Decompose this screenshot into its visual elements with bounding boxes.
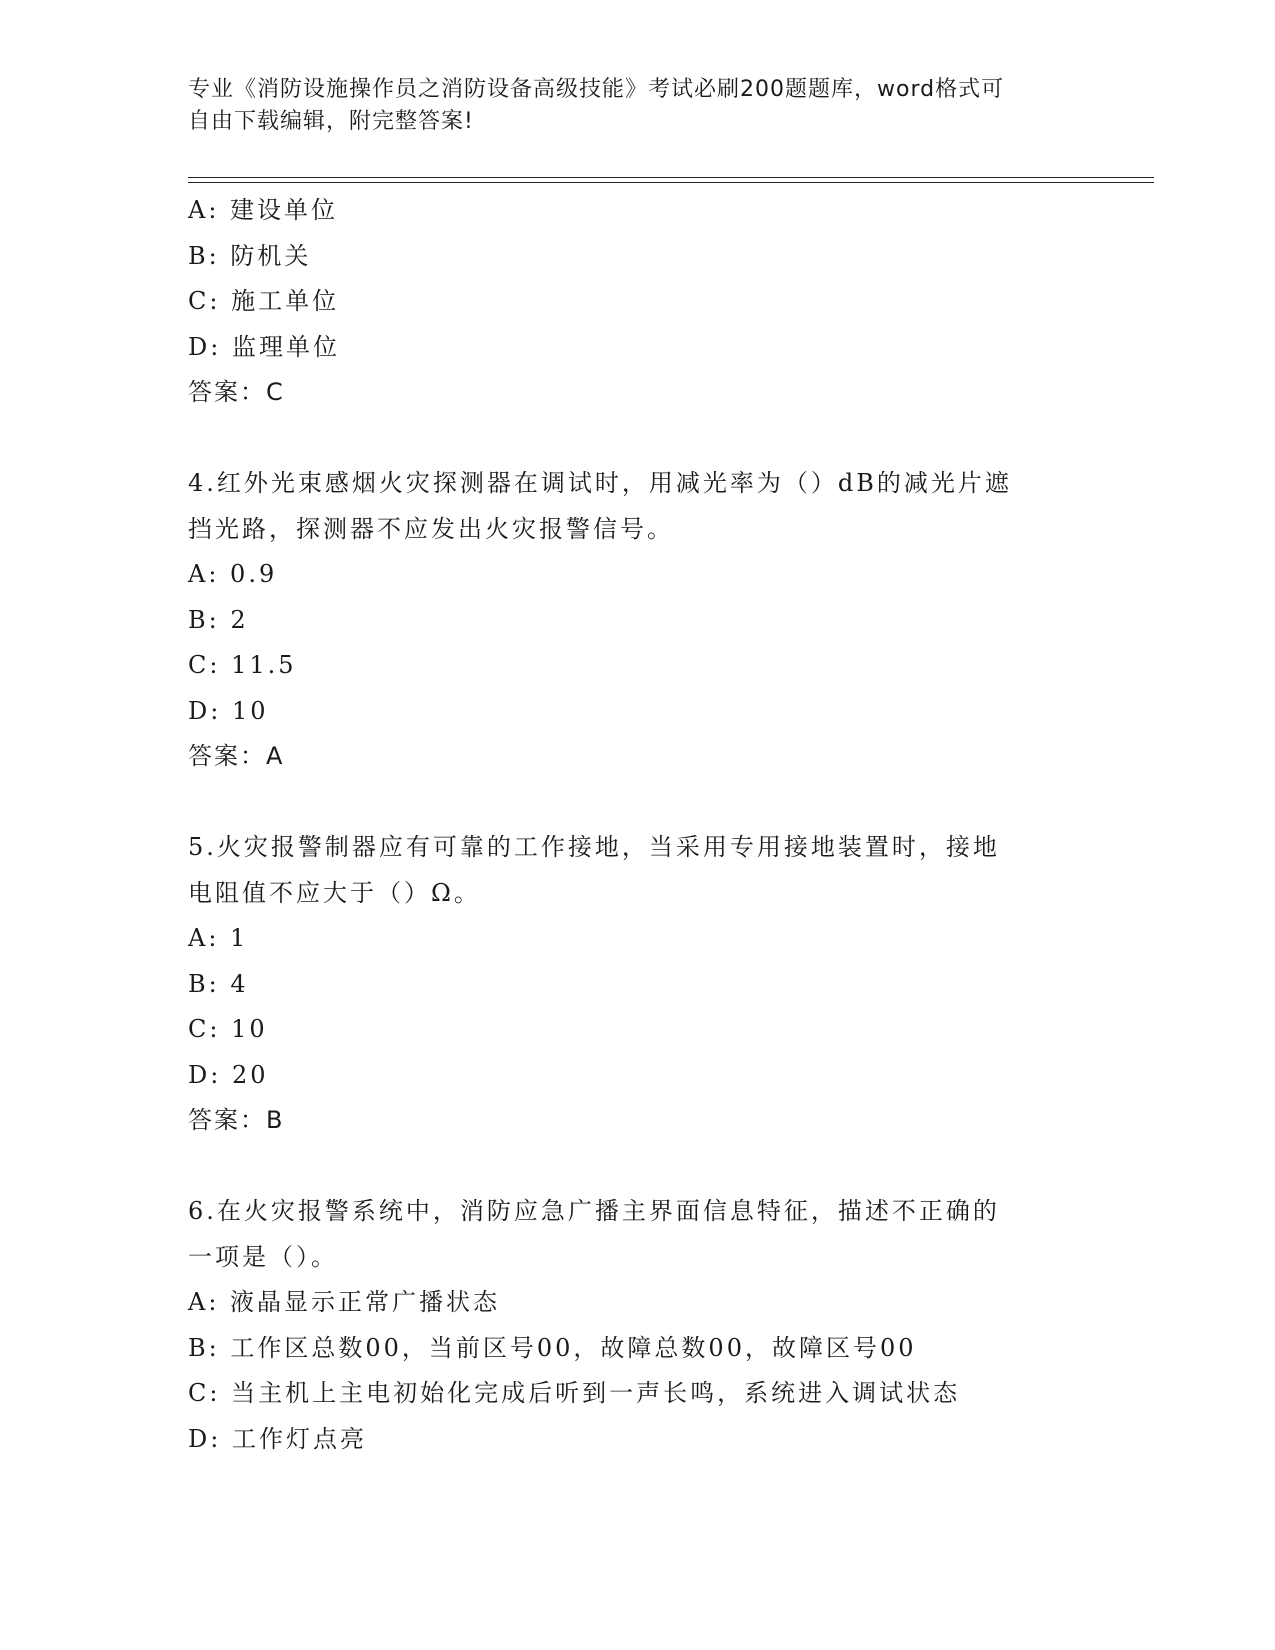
header-divider-bottom <box>188 182 1154 183</box>
question-4 <box>188 461 1088 780</box>
option-b: B: 工作区总数00，当前区号00，故障总数00，故障区号00 <box>188 1333 917 1362</box>
option-a: A: 0.9 <box>188 560 278 588</box>
option-b: B: 4 <box>188 969 249 998</box>
spacer <box>188 780 1088 826</box>
option-c: C: 施工单位 <box>188 287 340 315</box>
question-5 <box>188 825 1088 1144</box>
question-stem-line-1: 4.红外光束感烟火灾探测器在调试时，用减光率为（）dB的减光片遮 <box>188 469 1012 497</box>
option-d: D: 工作灯点亮 <box>188 1424 367 1453</box>
option-d: D: 10 <box>188 696 269 725</box>
question-stem-line-2: 挡光路，探测器不应发出火灾报警信号。 <box>188 514 674 543</box>
option-a: A: 建设单位 <box>188 196 339 224</box>
header-line-1: 专业《消防设施操作员之消防设备高级技能》考试必刷200题题库，word格式可 <box>188 77 1005 102</box>
spacer <box>188 416 1088 462</box>
answer: 答案：A <box>188 742 285 770</box>
header-divider-top <box>188 177 1154 178</box>
option-d: D: 20 <box>188 1060 269 1089</box>
spacer <box>188 1144 1088 1190</box>
option-c: C: 10 <box>188 1015 268 1043</box>
question-6 <box>188 1189 1088 1462</box>
option-a: A: 液晶显示正常广播状态 <box>188 1288 501 1316</box>
question-3-continued <box>188 188 1088 416</box>
option-c: C: 当主机上主电初始化完成后听到一声长鸣，系统进入调试状态 <box>188 1379 961 1407</box>
question-list <box>188 188 1088 1462</box>
option-a: A: 1 <box>188 924 249 952</box>
document-header <box>188 74 1068 138</box>
option-b: B: 防机关 <box>188 241 312 270</box>
question-stem-line-1: 6.在火灾报警系统中，消防应急广播主界面信息特征，描述不正确的 <box>188 1197 1000 1225</box>
answer: 答案：C <box>188 378 285 406</box>
answer: 答案：B <box>188 1106 285 1134</box>
question-stem-line-2: 电阻值不应大于（）Ω。 <box>188 878 481 907</box>
question-stem-line-1: 5.火灾报警制器应有可靠的工作接地，当采用专用接地装置时，接地 <box>188 833 1000 861</box>
option-b: B: 2 <box>188 605 249 634</box>
option-d: D: 监理单位 <box>188 332 340 361</box>
option-c: C: 11.5 <box>188 651 297 679</box>
header-line-2: 自由下载编辑，附完整答案! <box>188 109 474 134</box>
question-stem-line-2: 一项是（）。 <box>188 1242 338 1271</box>
